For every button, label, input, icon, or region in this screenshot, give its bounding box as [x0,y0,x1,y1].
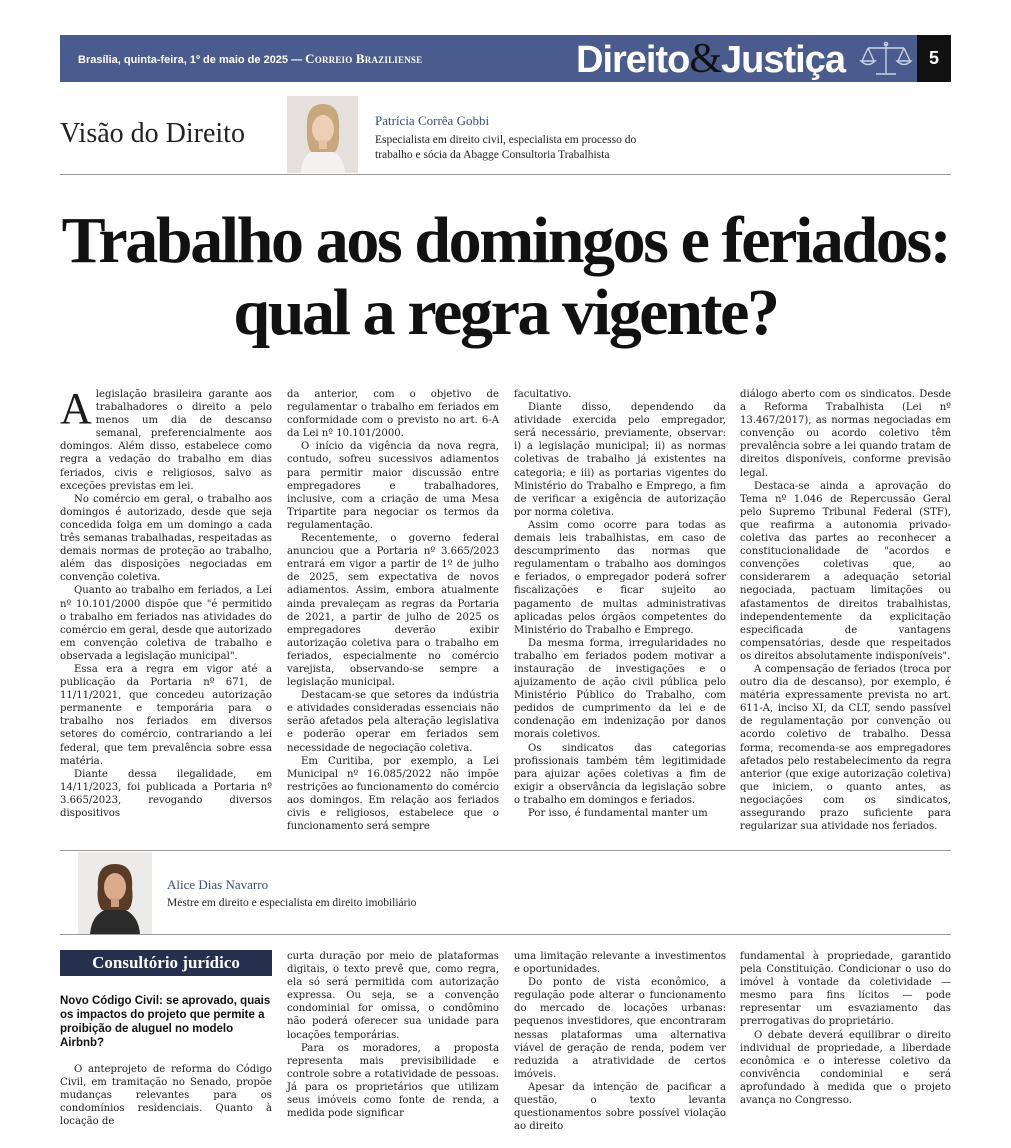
author-name: Patrícia Corrêa Gobbi [375,113,490,128]
divider [60,174,951,175]
article-paragraph: Da mesma forma, irregularidades no trabalho em feriados podem motivar a instauração de investigações e o ajuizamento de ação civil pública pelo Ministério Público do Trabalho, com pedidos de cumprimento da lei e de condenação em indenização por danos morais coletivos. [514,637,726,741]
article-paragraph: Assim como ocorre para todas as demais leis trabalhistas, em caso de descumprimento das normas que regulamentam o trabalho aos domingos e feriados, o empregador poderá sofrer fiscalizações e ficar sujeito ao pagamento de multas administrativas aplicadas pelos órgãos competentes do Ministério do Trabalho e Emprego. [514,519,726,636]
article-paragraph: Para os moradores, a proposta representa mais previsibilidade e controle sobre a rotatividade de pessoas. Já para os proprietários que utilizam seus imóveis como fonte de renda, a medida pode significar [287,1042,499,1120]
article-column-4 [740,388,951,833]
author-photo-2 [78,852,152,934]
drop-cap: A [60,384,92,433]
author-name-2: Alice Dias Navarro [167,877,269,892]
consultorio-question: Novo Código Civil: se aprovado, quais os impactos do projeto que permite a proibição de aluguel no modelo Airbnb? [60,995,271,1049]
section-title [576,37,845,82]
article-paragraph: Em Curitiba, por exemplo, a Lei Municipal nº 16.085/2022 não impõe restrições ao funcionamento do comércio aos domingos. Em relação aos feriados civis e religiosos, estabelece que o funcionamento será sempre [287,755,499,833]
article-paragraph: Diante dessa ilegalidade, em 14/11/2023, foi publicada a Portaria nº 3.665/2023, revogando diversos dispositivos [60,768,272,819]
article-paragraph: diálogo aberto com os sindicatos. Desde a Reforma Trabalhista (Lei nº 13.467/2017), as normas negociadas em convenção ou acordo coletivo têm prevalência sobre a lei quando tratam de direitos disponíveis, conforme previsão legal. [740,389,951,479]
section-header-bar [60,35,951,82]
article-paragraph: O debate deverá equilibrar o direito individual de propriedade, a liberdade econômica e o interesse coletivo da convivência condominial e será aprofundado à medida que o projeto avança no Congresso. [740,1029,951,1107]
author-portrait-icon [287,96,358,173]
article-paragraph: Quanto ao trabalho em feriados, a Lei nº 10.101/2000 dispõe que "é permitido o trabalho em feriados nas atividades do comércio em geral, desde que autorizado em convenção coletiva de trabalho e observada a legislação municipal". [60,585,272,662]
author-portrait-icon [78,852,152,934]
article-column-3 [514,388,726,820]
divider [60,934,951,935]
consultorio-column-4 [740,950,951,1123]
article-paragraph: Recentemente, o governo federal anunciou que a Portaria nº 3.665/2023 entrará em vigor a partir de 1º de julho de 2025, sem expectativa de novos adiamentos. Assim, embora atualmente ainda prevaleçam as regras da Portaria de 2021, a partir de julho de 2025 os empregadores deverão exibir autorização coletiva para o trabalho em feriados, especialmente no comércio varejista, observando-se sempre a legislação municipal. [287,533,499,689]
article-paragraph: Do ponto de vista econômico, a regulação pode alterar o funcionamento do mercado de locações urbanas: pequenos investidores, que encontraram nessas plataformas uma alternativa viável de geração de renda, podem ver reduzida a atratividade de certos imóveis. [514,977,726,1080]
article-paragraph: da anterior, com o objetivo de regulamentar o trabalho em feriados em conformidade com o previsto no art. 6-A da Lei nº 10.101/2000. [287,389,499,440]
consultorio-rubric: Consultório jurídico [60,950,272,976]
article-paragraph: uma limitação relevante a investimentos e oportunidades. [514,951,726,976]
consultorio-column-1 [60,1063,272,1128]
article-paragraph: facultativo. [514,389,572,400]
article-paragraph: legislação brasileira garante aos trabalhadores o direito a pelo menos um dia de descanso semanal, preferencialmente aos domingos. Além disso, estabelece como regra a vedação do trabalho em dias feriados, civis e religiosos, salvo as exceções previstas em lei. [60,389,272,492]
article-title: Trabalho aos domingos e feriados: qual a regra vigente? [61,204,950,349]
section-title-word2: Justiça [721,39,845,81]
consultorio-column-3 [514,950,726,1133]
article-paragraph: No comércio em geral, o trabalho aos domingos é autorizado, desde que seja concedida folga em um domingo a cada três semanas trabalhadas, respeitadas as demais normas de proteção ao trabalho, além das disposições negociadas em convenção coletiva. [60,493,272,584]
article-paragraph: curta duração por meio de plataformas digitais, o texto prevê que, como regra, ela só será permitida com autorização expressa. Ou seja, se a convenção condominial for omissa, o condômino não poderá oferecer sua unidade para locações temporárias. [287,951,499,1041]
dateline-text: Brasília, quinta-feira, 1º de maio de 2025 — [78,54,303,66]
article-paragraph: A compensação de feriados (troca por outro dia de descanso), por exemplo, é matéria expressamente prevista no art. 611-A, inciso XI, da CLT, sendo passível de regulamentação por convenção ou acordo coletivo de trabalho. Dessa forma, recomenda-se aos empregadores afetados pelo restabelecimento da regra anterior (que exige autorização coletiva) que iniciem, o quanto antes, as negociações com os sindicatos, assegurando prazo suficiente para regularizar sua atividade nos feriados. [740,663,951,833]
consultorio-column-2 [287,950,499,1123]
divider [60,850,951,851]
section-title-word1: Direito [576,39,690,81]
article-paragraph: O anteprojeto de reforma do Código Civil, em tramitação no Senado, propõe mudanças relevantes para os condomínios residenciais. Quanto à locação de [60,1064,272,1128]
article-paragraph: Diante disso, dependendo da atividade exercida pelo empregador, será necessário, previamente, observar: i) a legislação municipal; ii) as normas coletivas de trabalho já existentes na categoria; e iii) as portarias vigentes do Ministério do Trabalho e Emprego, a fim de verificar a exigência de autorização por norma coletiva. [514,402,726,518]
page-number: 5 [917,35,951,82]
article-paragraph: Por isso, é fundamental manter um [528,808,708,819]
article-column-1 [60,384,272,820]
article-column-2 [287,388,499,833]
dateline [78,51,422,67]
article-paragraph: Apesar da intenção de pacificar a questão, o texto levanta questionamentos sobre possível violação ao direito [514,1081,726,1133]
author-photo [287,96,358,173]
article-paragraph: Destaca-se ainda a aprovação do Tema nº 1.046 de Repercussão Geral pelo Supremo Tribunal Federal (STF), que reafirma a autonomia privado-coletiva das partes ao reconhecer a constitucionalidade de "acordos e convenções coletivas que, ao considerarem a adequação setorial negociada, pactuam limitações ou afastamentos de direitos trabalhistas, independentemente da explicitação especificada de vantagens compensatórias, desde que respeitados os direitos absolutamente indisponíveis". [740,480,951,662]
author-bio: Especialista em direito civil, especialista em processo do trabalho e sócia da Abagge Consultoria Trabalhista [375,134,637,161]
article-paragraph: fundamental à propriedade, garantido pela Constituição. Condicionar o uso do imóvel à vontade da coletividade — mesmo para fins lícitos — pode representar um esvaziamento das prerrogativas do proprietário. [740,951,951,1028]
section-title-ampersand: & [689,36,722,82]
article-paragraph: Essa era a regra em vigor até a publicação da Portaria nº 671, de 11/11/2021, que concedeu autorização permanente e temporária para o trabalho nos feriados em diversos setores do comércio, contrariando a lei federal, que tem prevalência sobre essa matéria. [60,663,272,767]
article-paragraph: O início da vigência da nova regra, contudo, sofreu sucessivos adiamentos para permitir maior discussão entre empregadores e trabalhadores, inclusive, com a criação de uma Mesa Tripartite para negociar os termos da regulamentação. [287,441,499,531]
author-bio-2: Mestre em direito e especialista em direito imobiliário [167,897,417,909]
article-paragraph: Os sindicatos das categorias profissionais também têm legitimidade para ajuizar ações coletivas a fim de exigir a observância da legislação sobre o trabalho em domingos e feriados. [514,742,726,806]
scales-of-justice-icon [860,41,912,77]
column-rubric: Visão do Direito [60,118,245,149]
article-paragraph: Destacam-se que setores da indústria e atividades consideradas essenciais não serão afetados pela alteração legislativa e poderão operar em feriados sem necessidade de negociação coletiva. [287,690,499,754]
newspaper-name: Correio Braziliense [305,51,423,66]
